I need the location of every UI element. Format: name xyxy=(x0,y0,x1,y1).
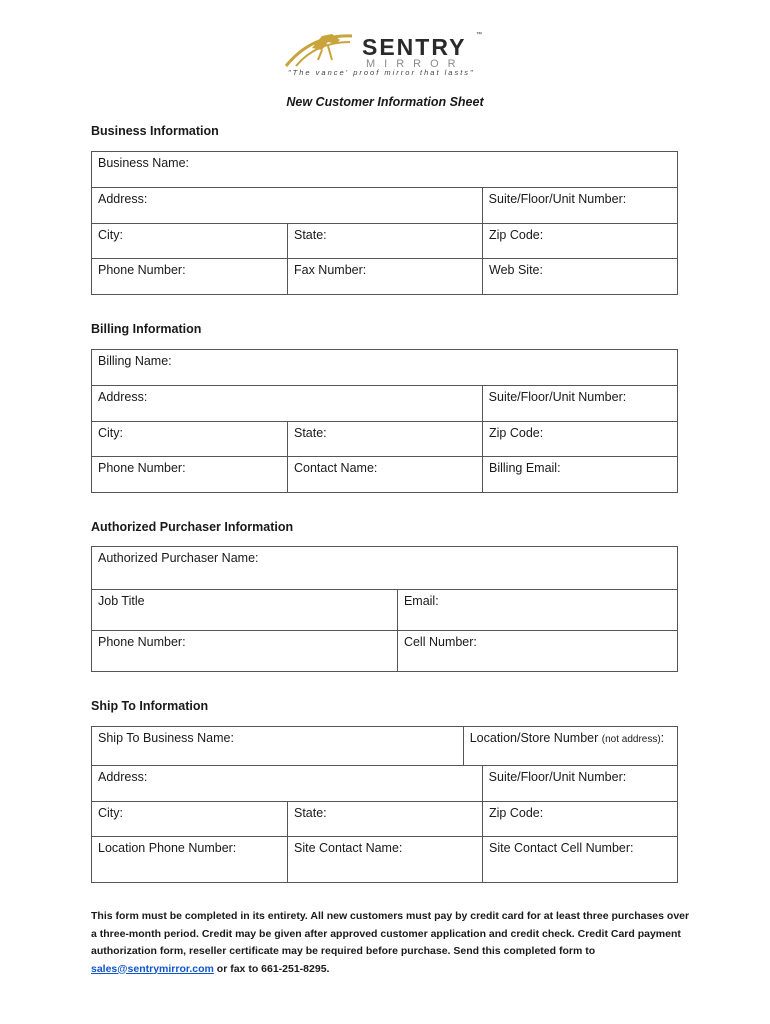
sales-email-link[interactable]: sales@sentrymirror.com xyxy=(91,962,214,975)
form-row xyxy=(92,187,677,223)
purchaser-phone-field[interactable]: Phone Number: xyxy=(98,635,186,649)
shipto-zip-field[interactable]: Zip Code: xyxy=(482,802,677,836)
company-logo xyxy=(282,28,492,80)
form-row xyxy=(92,152,677,187)
form-row xyxy=(92,801,677,836)
billing-info-form xyxy=(91,349,678,493)
shipto-location-note: (not address) xyxy=(601,734,661,745)
form-row xyxy=(92,630,677,671)
purchaser-section-heading: Authorized Purchaser Information xyxy=(91,520,294,534)
shipto-site-contact-field[interactable]: Site Contact Name: xyxy=(287,837,482,882)
purchaser-email-field[interactable]: Email: xyxy=(397,590,677,630)
form-row xyxy=(92,589,677,630)
form-row xyxy=(92,223,677,258)
footer-text-2: or fax to 661-251-8295. xyxy=(213,962,330,975)
footer-text-1: This form must be completed in its entirety. All new customers must pay by credit card for at least three purchases over a three-month period. Credit may be given after approved customer application and credit check. Credit Card payment authorization form, reseller certificate may be required before purchase. Send this completed form to xyxy=(91,910,690,957)
billing-suite-field[interactable]: Suite/Floor/Unit Number: xyxy=(488,390,627,404)
shipto-city-field[interactable]: City: xyxy=(98,806,123,820)
shipto-business-name-field[interactable]: Ship To Business Name: xyxy=(98,731,234,745)
logo-subtitle: MIRROR xyxy=(366,58,465,70)
shipto-location-phone-field[interactable]: Location Phone Number: xyxy=(98,841,237,855)
business-name-field[interactable]: Business Name: xyxy=(98,156,190,170)
form-row xyxy=(92,727,677,765)
shipto-state-field[interactable]: State: xyxy=(287,802,482,836)
purchaser-info-form xyxy=(91,546,678,672)
billing-section-heading: Billing Information xyxy=(91,322,202,336)
form-row xyxy=(92,385,677,421)
billing-email-field[interactable]: Billing Email: xyxy=(482,457,677,492)
form-row xyxy=(92,421,677,456)
business-phone-field[interactable]: Phone Number: xyxy=(98,263,186,277)
shipto-address-field[interactable]: Address: xyxy=(92,766,483,801)
shipto-section-heading: Ship To Information xyxy=(91,699,209,713)
purchaser-job-title-field[interactable]: Job Title xyxy=(98,594,145,608)
business-section-heading: Business Information xyxy=(91,124,219,138)
form-row xyxy=(92,547,677,589)
form-row xyxy=(92,456,677,492)
billing-name-field[interactable]: Billing Name: xyxy=(98,354,172,368)
shipto-suite-field[interactable]: Suite/Floor/Unit Number: xyxy=(488,770,627,784)
footer-note xyxy=(91,908,691,978)
logo-brand: SENTRY xyxy=(362,34,467,60)
shipto-location-label: Location/Store Number xyxy=(469,731,599,745)
billing-phone-field[interactable]: Phone Number: xyxy=(98,461,186,475)
business-state-field[interactable]: State: xyxy=(287,224,482,258)
business-fax-field[interactable]: Fax Number: xyxy=(287,259,482,294)
logo-tagline: "The vance' proof mirror that lasts" xyxy=(288,68,475,77)
form-row xyxy=(92,350,677,385)
billing-state-field[interactable]: State: xyxy=(287,422,482,456)
business-city-field[interactable]: City: xyxy=(98,228,123,242)
logo-trademark: ™ xyxy=(476,32,482,38)
form-row xyxy=(92,765,677,801)
document-title: New Customer Information Sheet xyxy=(286,95,484,109)
purchaser-cell-field[interactable]: Cell Number: xyxy=(397,631,677,671)
business-website-field[interactable]: Web Site: xyxy=(482,259,677,294)
horse-emblem-icon xyxy=(282,30,364,70)
shipto-location-colon: : xyxy=(660,731,665,745)
shipto-site-cell-field[interactable]: Site Contact Cell Number: xyxy=(482,837,677,882)
shipto-info-form xyxy=(91,726,678,883)
purchaser-name-field[interactable]: Authorized Purchaser Name: xyxy=(98,551,259,565)
form-row xyxy=(92,836,677,882)
business-address-field[interactable]: Address: xyxy=(92,188,483,223)
billing-address-field[interactable]: Address: xyxy=(92,386,483,421)
billing-city-field[interactable]: City: xyxy=(98,426,123,440)
business-info-form xyxy=(91,151,678,295)
billing-zip-field[interactable]: Zip Code: xyxy=(482,422,677,456)
billing-contact-field[interactable]: Contact Name: xyxy=(287,457,482,492)
business-suite-field[interactable]: Suite/Floor/Unit Number: xyxy=(488,192,627,206)
form-row xyxy=(92,258,677,294)
shipto-location-field[interactable] xyxy=(463,727,677,765)
business-zip-field[interactable]: Zip Code: xyxy=(482,224,677,258)
